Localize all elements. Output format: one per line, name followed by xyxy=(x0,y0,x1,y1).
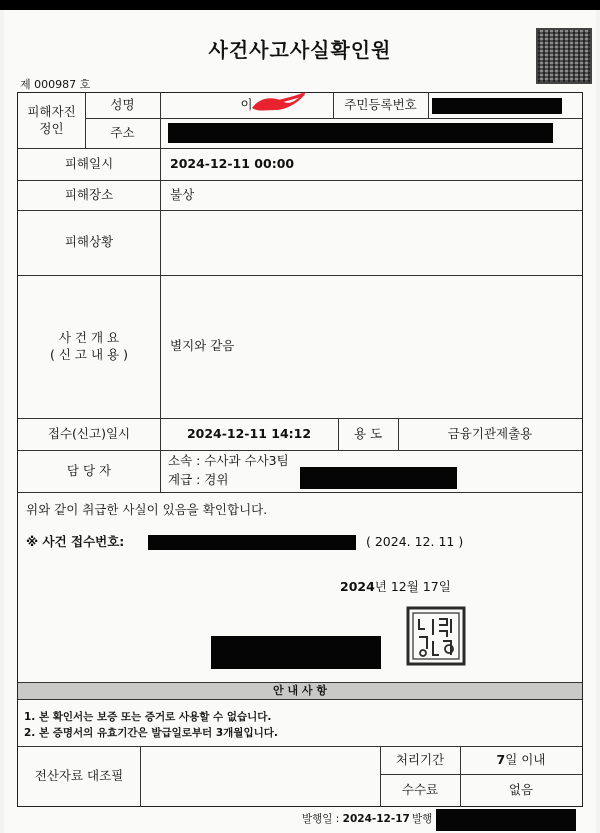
col-divider xyxy=(428,92,429,118)
officer-dept: 소속 : 수사과 수사3팀 xyxy=(168,453,289,469)
issue-year-unit: 년 12월 17일 xyxy=(374,578,451,594)
issue-date: 2024-12-17 xyxy=(342,812,410,825)
incident-date-label: 피해일시 xyxy=(64,155,114,171)
official-seal-stamp xyxy=(405,605,467,667)
processing-period-number: 7 xyxy=(496,751,506,767)
incident-place-value: 불상 xyxy=(170,186,195,202)
case-number-redaction xyxy=(148,535,356,550)
qr-code-icon xyxy=(536,28,592,84)
notice-line-2: 2. 본 증명서의 유효기간은 발급일로부터 3개월입니다. xyxy=(24,727,278,740)
case-number-label: ※ 사건 접수번호: xyxy=(26,533,125,549)
incident-summary-label-line1: 사 건 개 요 xyxy=(58,329,120,345)
signature-redaction xyxy=(211,636,381,669)
issue-label: 발행일 : xyxy=(302,812,340,825)
receipt-date-label: 접수(신고)일시 xyxy=(47,425,131,441)
address-redaction xyxy=(168,123,553,143)
officer-rank: 계급 : 경위 xyxy=(168,472,229,488)
processing-period-unit: 일 이내 xyxy=(505,751,546,767)
issue-trailing: 발행 xyxy=(412,812,433,825)
top-border-bar xyxy=(0,0,600,10)
victim-section-label-line2: 정인 xyxy=(39,120,64,136)
incident-situation-label: 피해상황 xyxy=(64,234,114,250)
incident-summary-value: 별지와 같음 xyxy=(170,338,235,354)
notice-header: 안 내 사 항 xyxy=(273,683,327,697)
purpose-label: 용 도 xyxy=(353,425,383,441)
issue-year: 2024 xyxy=(340,578,375,594)
victim-section-label xyxy=(18,93,85,148)
address-label: 주소 xyxy=(110,124,135,140)
fee-value: 없음 xyxy=(508,782,534,798)
incident-summary-label-line2: ( 신 고 내 용 ) xyxy=(50,346,128,362)
document-number: 제 000987 호 xyxy=(20,78,91,91)
rrn-redaction xyxy=(432,98,562,114)
col-divider xyxy=(140,746,141,807)
processing-period-value xyxy=(460,746,582,774)
confirmation-text: 위와 같이 취급한 사실이 있음을 확인합니다. xyxy=(26,501,268,517)
red-scribble-redaction xyxy=(248,88,310,114)
victim-section-label-line1: 피해자진 xyxy=(27,103,76,119)
processing-period-label: 처리기간 xyxy=(395,751,445,767)
name-value-text: 이 xyxy=(240,97,253,113)
fee-label: 수수료 xyxy=(401,782,439,798)
rrn-label: 주민등록번호 xyxy=(344,97,417,113)
officer-label: 담 당 자 xyxy=(66,462,112,478)
issuer-redaction xyxy=(436,809,576,831)
issue-line xyxy=(302,811,412,827)
row-divider xyxy=(18,492,582,493)
incident-summary-label xyxy=(18,275,160,418)
receipt-date-value: 2024-12-11 14:12 xyxy=(186,425,312,441)
issue-date-line xyxy=(340,577,480,597)
purpose-value: 금융기관제출용 xyxy=(447,425,533,441)
name-label: 성명 xyxy=(110,97,135,113)
record-check-label: 전산자료 대조필 xyxy=(34,768,124,784)
case-number-date: ( 2024. 12. 11 ) xyxy=(366,533,464,549)
incident-date-value: 2024-12-11 00:00 xyxy=(170,155,295,171)
notice-line-1: 1. 본 확인서는 보증 또는 증거로 사용할 수 없습니다. xyxy=(24,711,272,724)
incident-place-label: 피해장소 xyxy=(64,186,114,202)
document-title: 사건사고사실확인원 xyxy=(208,38,392,62)
officer-name-redaction xyxy=(300,467,457,489)
